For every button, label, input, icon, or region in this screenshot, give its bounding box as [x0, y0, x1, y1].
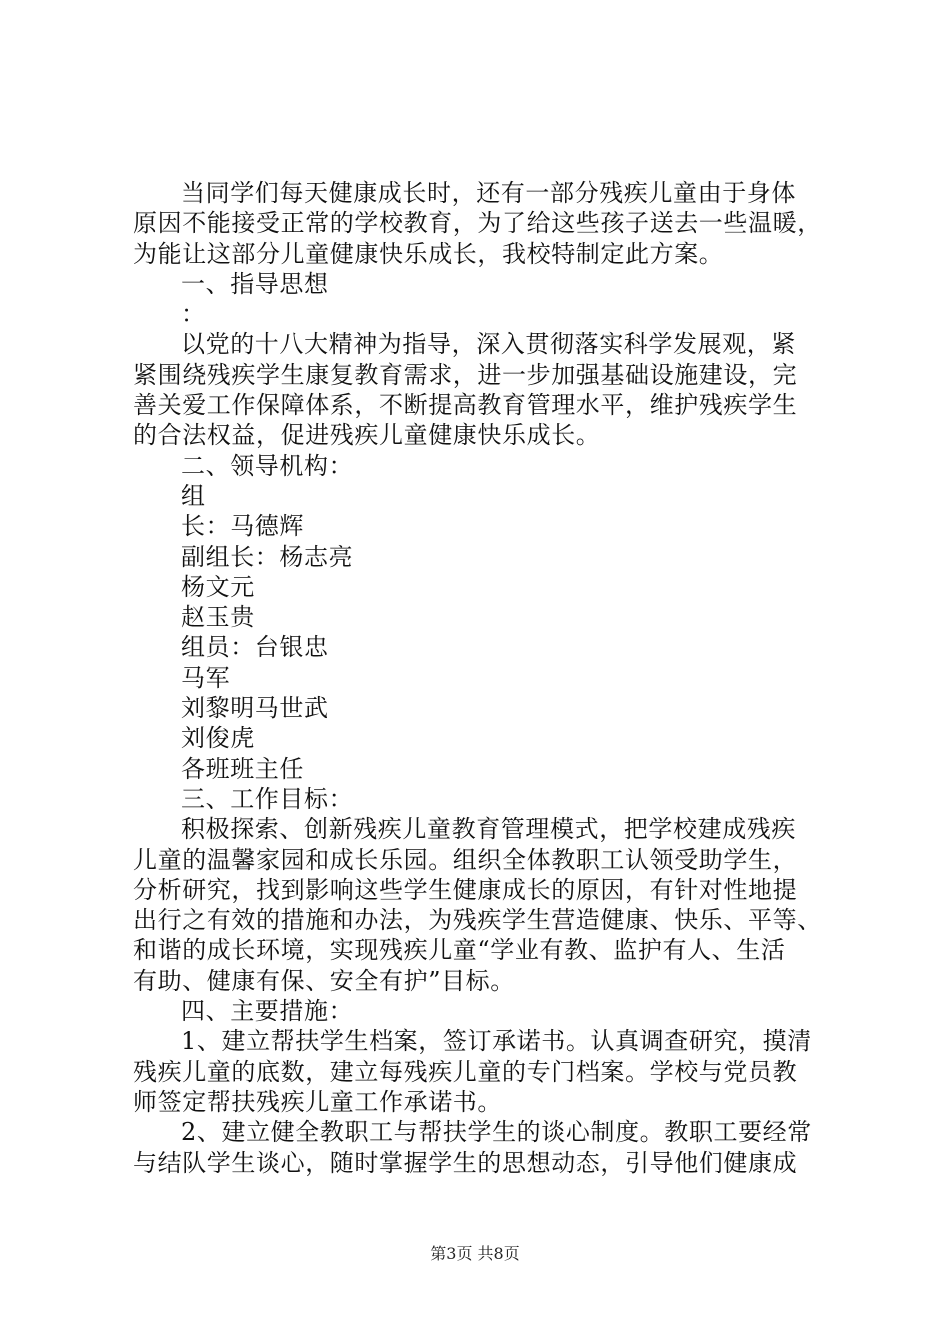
document-line: 杨文元 — [181, 572, 255, 601]
document-line: 各班班主任 — [181, 754, 304, 783]
document-line: 原因不能接受正常的学校教育，为了给这些孩子送去一些温暖， — [133, 209, 822, 238]
document-line: 以党的十八大精神为指导，深入贯彻落实科学发展观，紧 — [181, 330, 796, 359]
document-line: 刘黎明马世武 — [181, 694, 329, 723]
document-line: 紧围绕残疾学生康复教育需求，进一步加强基础设施建设，完 — [133, 360, 798, 389]
document-line: 赵玉贵 — [181, 603, 255, 632]
document-body — [133, 178, 833, 1178]
document-line: 有助、健康有保、安全有护”目标。 — [133, 966, 515, 995]
document-line: 副组长：杨志亮 — [181, 542, 354, 571]
document-line: 师签定帮扶残疾儿童工作承诺书。 — [133, 1087, 502, 1116]
document-line: 和谐的成长环境，实现残疾儿童“学业有教、监护有人、生活 — [133, 936, 786, 965]
document-line: 出行之有效的措施和办法，为残疾学生营造健康、快乐、平等、 — [133, 906, 822, 935]
document-line: 的合法权益，促进残疾儿童健康快乐成长。 — [133, 421, 601, 450]
document-line: 长：马德辉 — [181, 512, 304, 541]
document-line: 积极探索、创新残疾儿童教育管理模式，把学校建成残疾 — [181, 815, 796, 844]
document-line: 残疾儿童的底数，建立每残疾儿童的专门档案。学校与党员教 — [133, 1057, 798, 1086]
document-line: 二、领导机构： — [181, 451, 354, 480]
document-line: 与结队学生谈心，随时掌握学生的思想动态，引导他们健康成 — [133, 1148, 798, 1177]
document-line: 为能让这部分儿童健康快乐成长，我校特制定此方案。 — [133, 239, 724, 268]
document-line: ： — [181, 300, 206, 329]
document-line: 四、主要措施： — [181, 997, 354, 1026]
document-line: 组 — [181, 481, 206, 510]
document-line: 刘俊虎 — [181, 724, 255, 753]
document-line: 分析研究，找到影响这些学生健康成长的原因，有针对性地提 — [133, 875, 798, 904]
document-line: 当同学们每天健康成长时，还有一部分残疾儿童由于身体 — [181, 179, 796, 207]
document-line: 三、工作目标： — [181, 784, 354, 813]
document-line: 善关爱工作保障体系，不断提高教育管理水平，维护残疾学生 — [133, 391, 798, 420]
document-line: 组员：台银忠 — [181, 633, 329, 662]
document-line: 1、建立帮扶学生档案，签订承诺书。认真调查研究，摸清 — [181, 1027, 812, 1056]
page-footer: 第3页 共8页 — [430, 1244, 520, 1263]
document-line: 马军 — [181, 663, 231, 692]
document-line: 一、指导思想 — [181, 269, 329, 298]
document-line: 儿童的温馨家园和成长乐园。组织全体教职工认领受助学生， — [133, 845, 798, 874]
document-line: 2、建立健全教职工与帮扶学生的谈心制度。教职工要经常 — [181, 1118, 812, 1147]
